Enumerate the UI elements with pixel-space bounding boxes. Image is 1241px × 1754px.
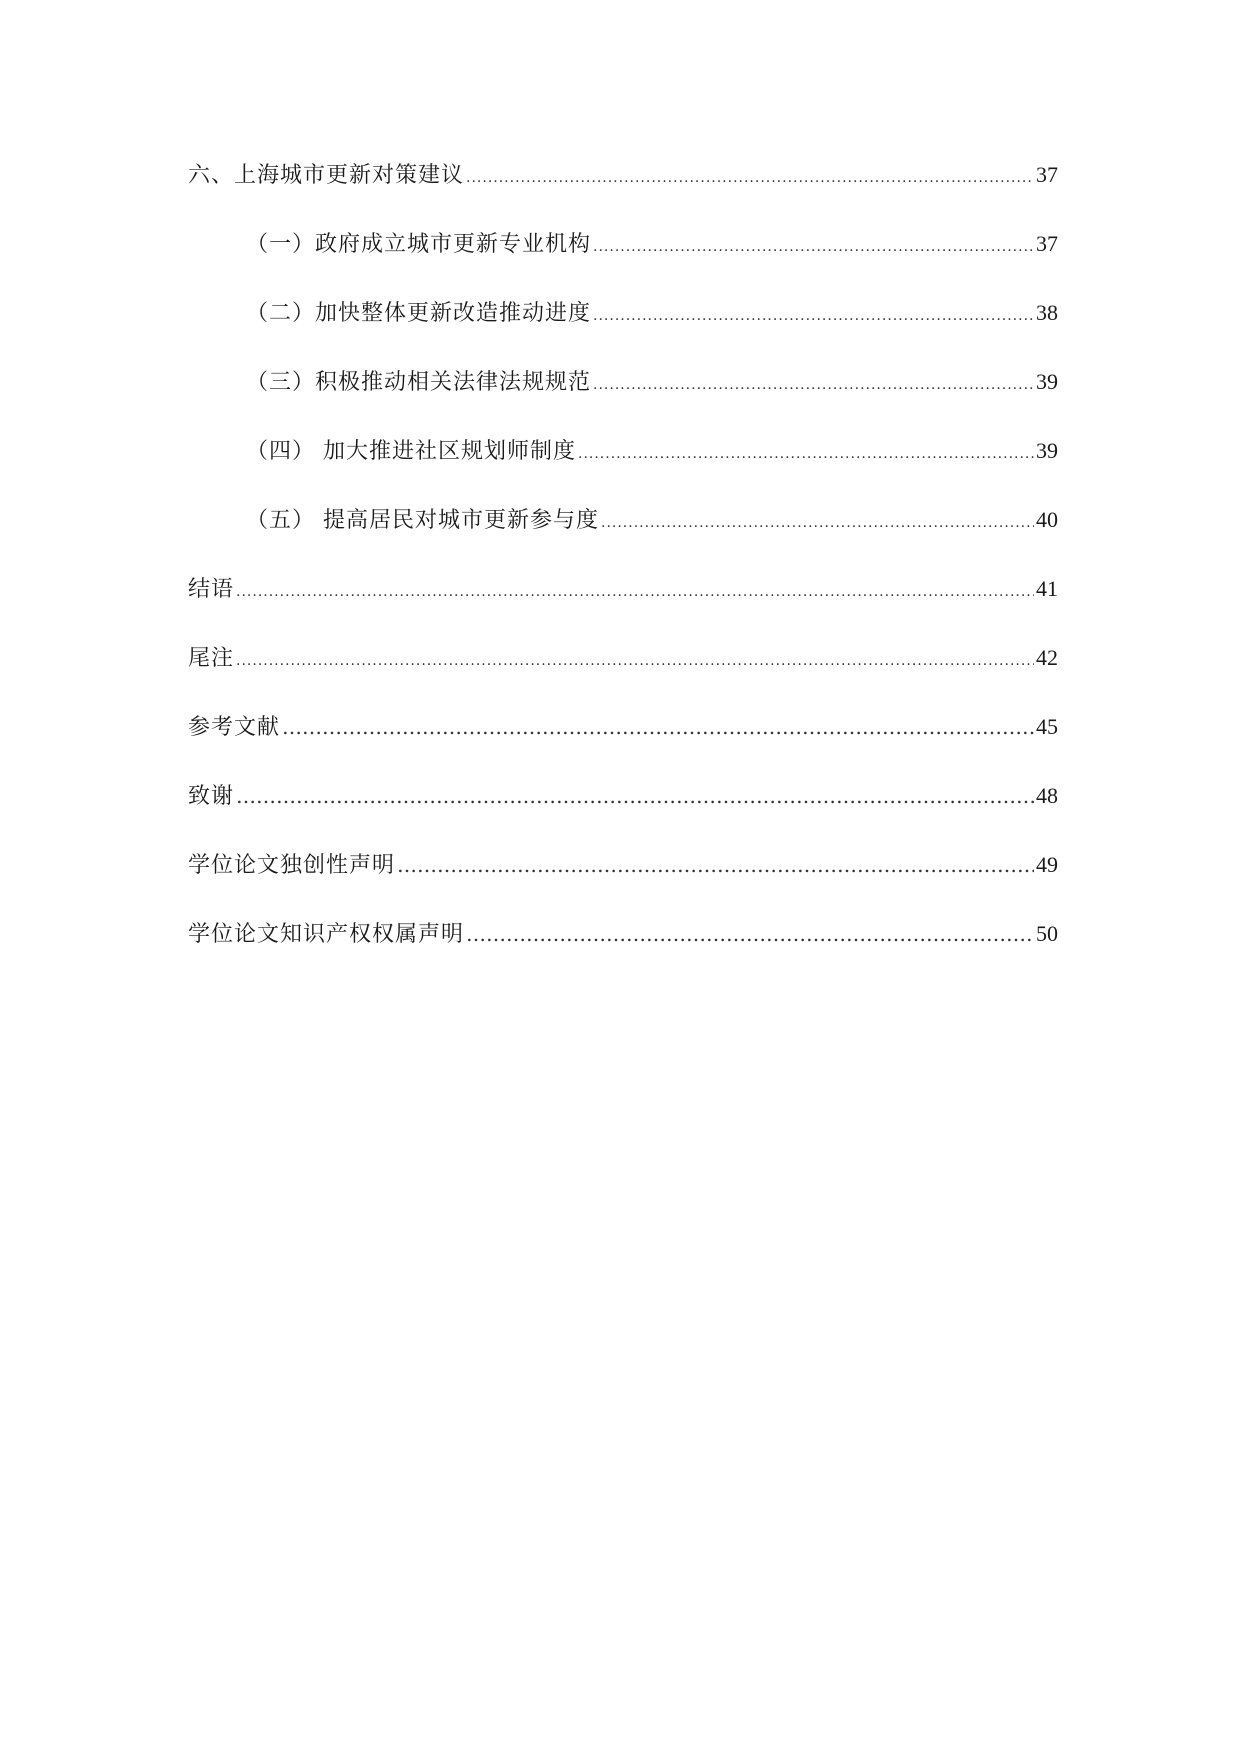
- toc-page-number: 42: [1036, 645, 1058, 670]
- toc-entry-title: 学位论文知识产权权属声明: [188, 922, 465, 947]
- toc-entry[interactable]: [188, 160, 1058, 229]
- toc-page-number: 39: [1036, 438, 1058, 463]
- toc-dot-leader: [466, 163, 1034, 193]
- toc-entry[interactable]: [188, 298, 1058, 367]
- toc-page-number: 45: [1036, 714, 1058, 739]
- toc-entry[interactable]: [188, 436, 1058, 505]
- toc-entry[interactable]: [188, 229, 1058, 298]
- toc-entry-title: （一）政府成立城市更新专业机构: [246, 232, 592, 257]
- toc-ellipsis-leader: [397, 850, 1034, 883]
- toc-page-number: 49: [1036, 852, 1058, 877]
- toc-dot-leader: [593, 370, 1034, 400]
- toc-entry[interactable]: [188, 919, 1058, 988]
- toc-ellipsis-leader: [466, 919, 1034, 952]
- toc-entry-title: 参考文献: [188, 715, 281, 740]
- toc-dot-leader: [601, 508, 1034, 538]
- toc-entry[interactable]: [188, 781, 1058, 850]
- toc-page-number: 37: [1036, 231, 1058, 256]
- toc-entry-title: （二）加快整体更新改造推动进度: [246, 301, 592, 326]
- toc-dot-leader: [236, 646, 1034, 676]
- toc-entry-title: （三）积极推动相关法律法规规范: [246, 370, 592, 395]
- toc-dot-leader: [593, 232, 1034, 262]
- table-of-contents: [188, 160, 1058, 988]
- toc-page-number: 40: [1036, 507, 1058, 532]
- toc-entry[interactable]: [188, 505, 1058, 574]
- toc-entry[interactable]: [188, 643, 1058, 712]
- toc-entry[interactable]: [188, 367, 1058, 436]
- toc-page-number: 37: [1036, 162, 1058, 187]
- toc-page-number: 48: [1036, 783, 1058, 808]
- toc-page-number: 39: [1036, 369, 1058, 394]
- toc-entry-title: 致谢: [188, 784, 235, 809]
- toc-entry[interactable]: [188, 574, 1058, 643]
- toc-entry[interactable]: [188, 712, 1058, 781]
- toc-ellipsis-leader: [282, 712, 1034, 745]
- toc-entry-title: 学位论文独创性声明: [188, 853, 396, 878]
- toc-page-number: 50: [1036, 921, 1058, 946]
- toc-ellipsis-leader: [236, 781, 1034, 814]
- toc-entry-title: （四） 加大推进社区规划师制度: [246, 439, 576, 464]
- toc-dot-leader: [578, 439, 1034, 469]
- toc-dot-leader: [593, 301, 1034, 331]
- toc-page-number: 41: [1036, 576, 1058, 601]
- toc-entry-title: 尾注: [188, 646, 235, 671]
- toc-page-number: 38: [1036, 300, 1058, 325]
- toc-entry[interactable]: [188, 850, 1058, 919]
- toc-entry-title: 六、上海城市更新对策建议: [188, 163, 465, 188]
- toc-entry-title: （五） 提高居民对城市更新参与度: [246, 508, 599, 533]
- toc-dot-leader: [236, 577, 1034, 607]
- toc-entry-title: 结语: [188, 577, 235, 602]
